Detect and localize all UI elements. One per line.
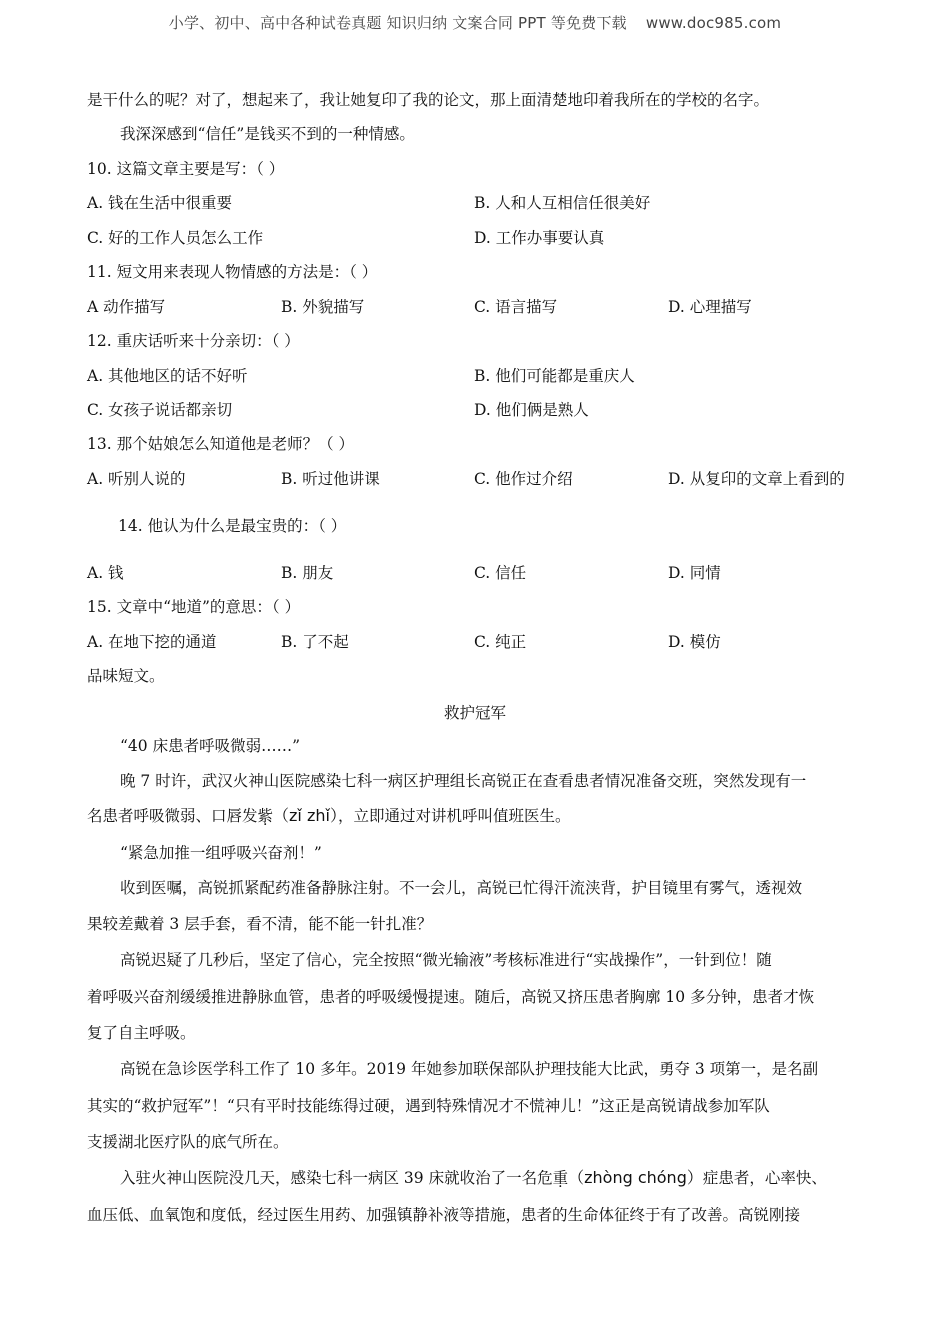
question-11-option-c: C. 语言描写 — [474, 298, 558, 316]
article-paragraph-1-line-1: 晚 7 时许，武汉火神山医院感染七科一病区护理组长高锐正在查看患者情况准备交班，突然发现有一 — [120, 772, 807, 790]
article-paragraph-2-line-2: 果较差戴着 3 层手套，看不清，能不能一针扎准？ — [87, 915, 433, 933]
question-11-option-b: B. 外貌描写 — [281, 298, 365, 316]
intro-paragraph-2: 我深深感到“信任”是钱买不到的一种情感。 — [120, 125, 415, 143]
question-12-option-b: B. 他们可能都是重庆人 — [474, 367, 635, 385]
emphasized-char: 重 — [552, 1169, 569, 1187]
article-paragraph-2-line-1: 收到医嘱，高锐抓紧配药准备静脉注射。不一会儿，高锐已忙得汗流浃背，护目镜里有雾气，透视效 — [120, 879, 803, 897]
question-10-option-b: B. 人和人互相信任很美好 — [474, 194, 651, 212]
question-10-option-c: C. 好的工作人员怎么工作 — [87, 229, 264, 247]
question-13-option-c: C. 他作过介绍 — [474, 470, 573, 488]
article-paragraph-3-line-2: 着呼吸兴奋剂缓缓推进静脉血管，患者的呼吸缓慢提速。随后，高锐又挤压患者胸廓 10 多分钟，患者才恢 — [87, 988, 815, 1006]
intro-paragraph-1: 是干什么的呢？对了，想起来了，我让她复印了我的论文，那上面清楚地印着我所在的学校的名字。 — [87, 91, 770, 109]
question-14-option-d: D. 同情 — [668, 564, 721, 582]
article-paragraph-3-line-3: 复了自主呼吸。 — [87, 1024, 196, 1042]
text-segment: 症患者，心率快、 — [702, 1169, 827, 1187]
text-segment: ，立即通过对讲机呼叫值班医生。 — [337, 807, 571, 825]
question-11-stem: 11. 短文用来表现人物情感的方法是：（ ） — [87, 263, 378, 281]
header-text: 小学、初中、高中各种试卷真题 知识归纳 文案合同 PPT 等免费下载 — [168, 14, 627, 32]
question-14-option-b: B. 朋友 — [281, 564, 334, 582]
article-quote-1: “40 床患者呼吸微弱……” — [120, 737, 300, 755]
emphasized-char: 紫 — [257, 807, 274, 825]
question-15-option-a: A. 在地下挖的通道 — [87, 633, 217, 651]
article-paragraph-4-line-3: 支援湖北医疗队的底气所在。 — [87, 1133, 289, 1151]
question-10-stem: 10. 这篇文章主要是写：（ ） — [87, 160, 285, 178]
question-14-option-a: A. 钱 — [87, 564, 124, 582]
article-paragraph-4-line-2: 其实的“救护冠军”！“只有平时技能练得过硬，遇到特殊情况才不慌神儿！”这正是高锐请战参加军队 — [87, 1097, 770, 1115]
question-15-option-c: C. 纯正 — [474, 633, 527, 651]
question-10-option-a: A. 钱在生活中很重要 — [87, 194, 233, 212]
article-paragraph-5-line-1 — [120, 1168, 827, 1188]
question-12-option-c: C. 女孩子说话都亲切 — [87, 401, 233, 419]
question-15-option-b: B. 了不起 — [281, 633, 349, 651]
question-14-stem: 14. 他认为什么是最宝贵的：（ ） — [118, 517, 347, 535]
question-13-option-d: D. 从复印的文章上看到的 — [668, 470, 845, 488]
question-11-option-d: D. 心理描写 — [668, 298, 752, 316]
pinyin-annotation: （zhòng chóng） — [568, 1168, 703, 1187]
question-13-stem: 13. 那个姑娘怎么知道他是老师？（ ） — [87, 435, 355, 453]
question-12-option-d: D. 他们俩是熟人 — [474, 401, 589, 419]
question-15-option-d: D. 模仿 — [668, 633, 721, 651]
article-paragraph-5-line-2: 血压低、血氧饱和度低，经过医生用药、加强镇静补液等措施，患者的生命体征终于有了改善。高锐刚接 — [87, 1206, 801, 1224]
question-12-option-a: A. 其他地区的话不好听 — [87, 367, 248, 385]
text-segment: 入驻火神山医院没几天，感染七科一病区 39 床就收治了一名危 — [120, 1169, 553, 1187]
question-13-option-a: A. 听别人说的 — [87, 470, 186, 488]
article-paragraph-1-line-2 — [87, 806, 570, 826]
article-paragraph-4-line-1: 高锐在急诊医学科工作了 10 多年。2019 年她参加联保部队护理技能大比武，勇夺 3 项第一，是名副 — [120, 1060, 819, 1078]
article-quote-2: “紧急加推一组呼吸兴奋剂！” — [120, 844, 322, 862]
question-14-option-c: C. 信任 — [474, 564, 527, 582]
text-segment: 名患者呼吸微弱、口唇发 — [87, 807, 258, 825]
question-13-option-b: B. 听过他讲课 — [281, 470, 380, 488]
article-title: 救护冠军 — [443, 704, 506, 722]
question-12-stem: 12. 重庆话听来十分亲切：（ ） — [87, 332, 300, 350]
article-paragraph-3-line-1: 高锐迟疑了几秒后，坚定了信心，完全按照“微光输液”考核标准进行“实战操作”，一针到位！随 — [120, 951, 772, 969]
pinyin-annotation: （zǐ zhǐ） — [273, 806, 338, 825]
page-header — [0, 12, 950, 33]
header-url[interactable]: www.doc985.com — [645, 14, 782, 32]
question-10-option-d: D. 工作办事要认真 — [474, 229, 605, 247]
section-label: 品味短文。 — [87, 667, 165, 685]
question-11-option-a: A 动作描写 — [87, 298, 166, 316]
question-15-stem: 15. 文章中“地道”的意思：（ ） — [87, 598, 301, 616]
